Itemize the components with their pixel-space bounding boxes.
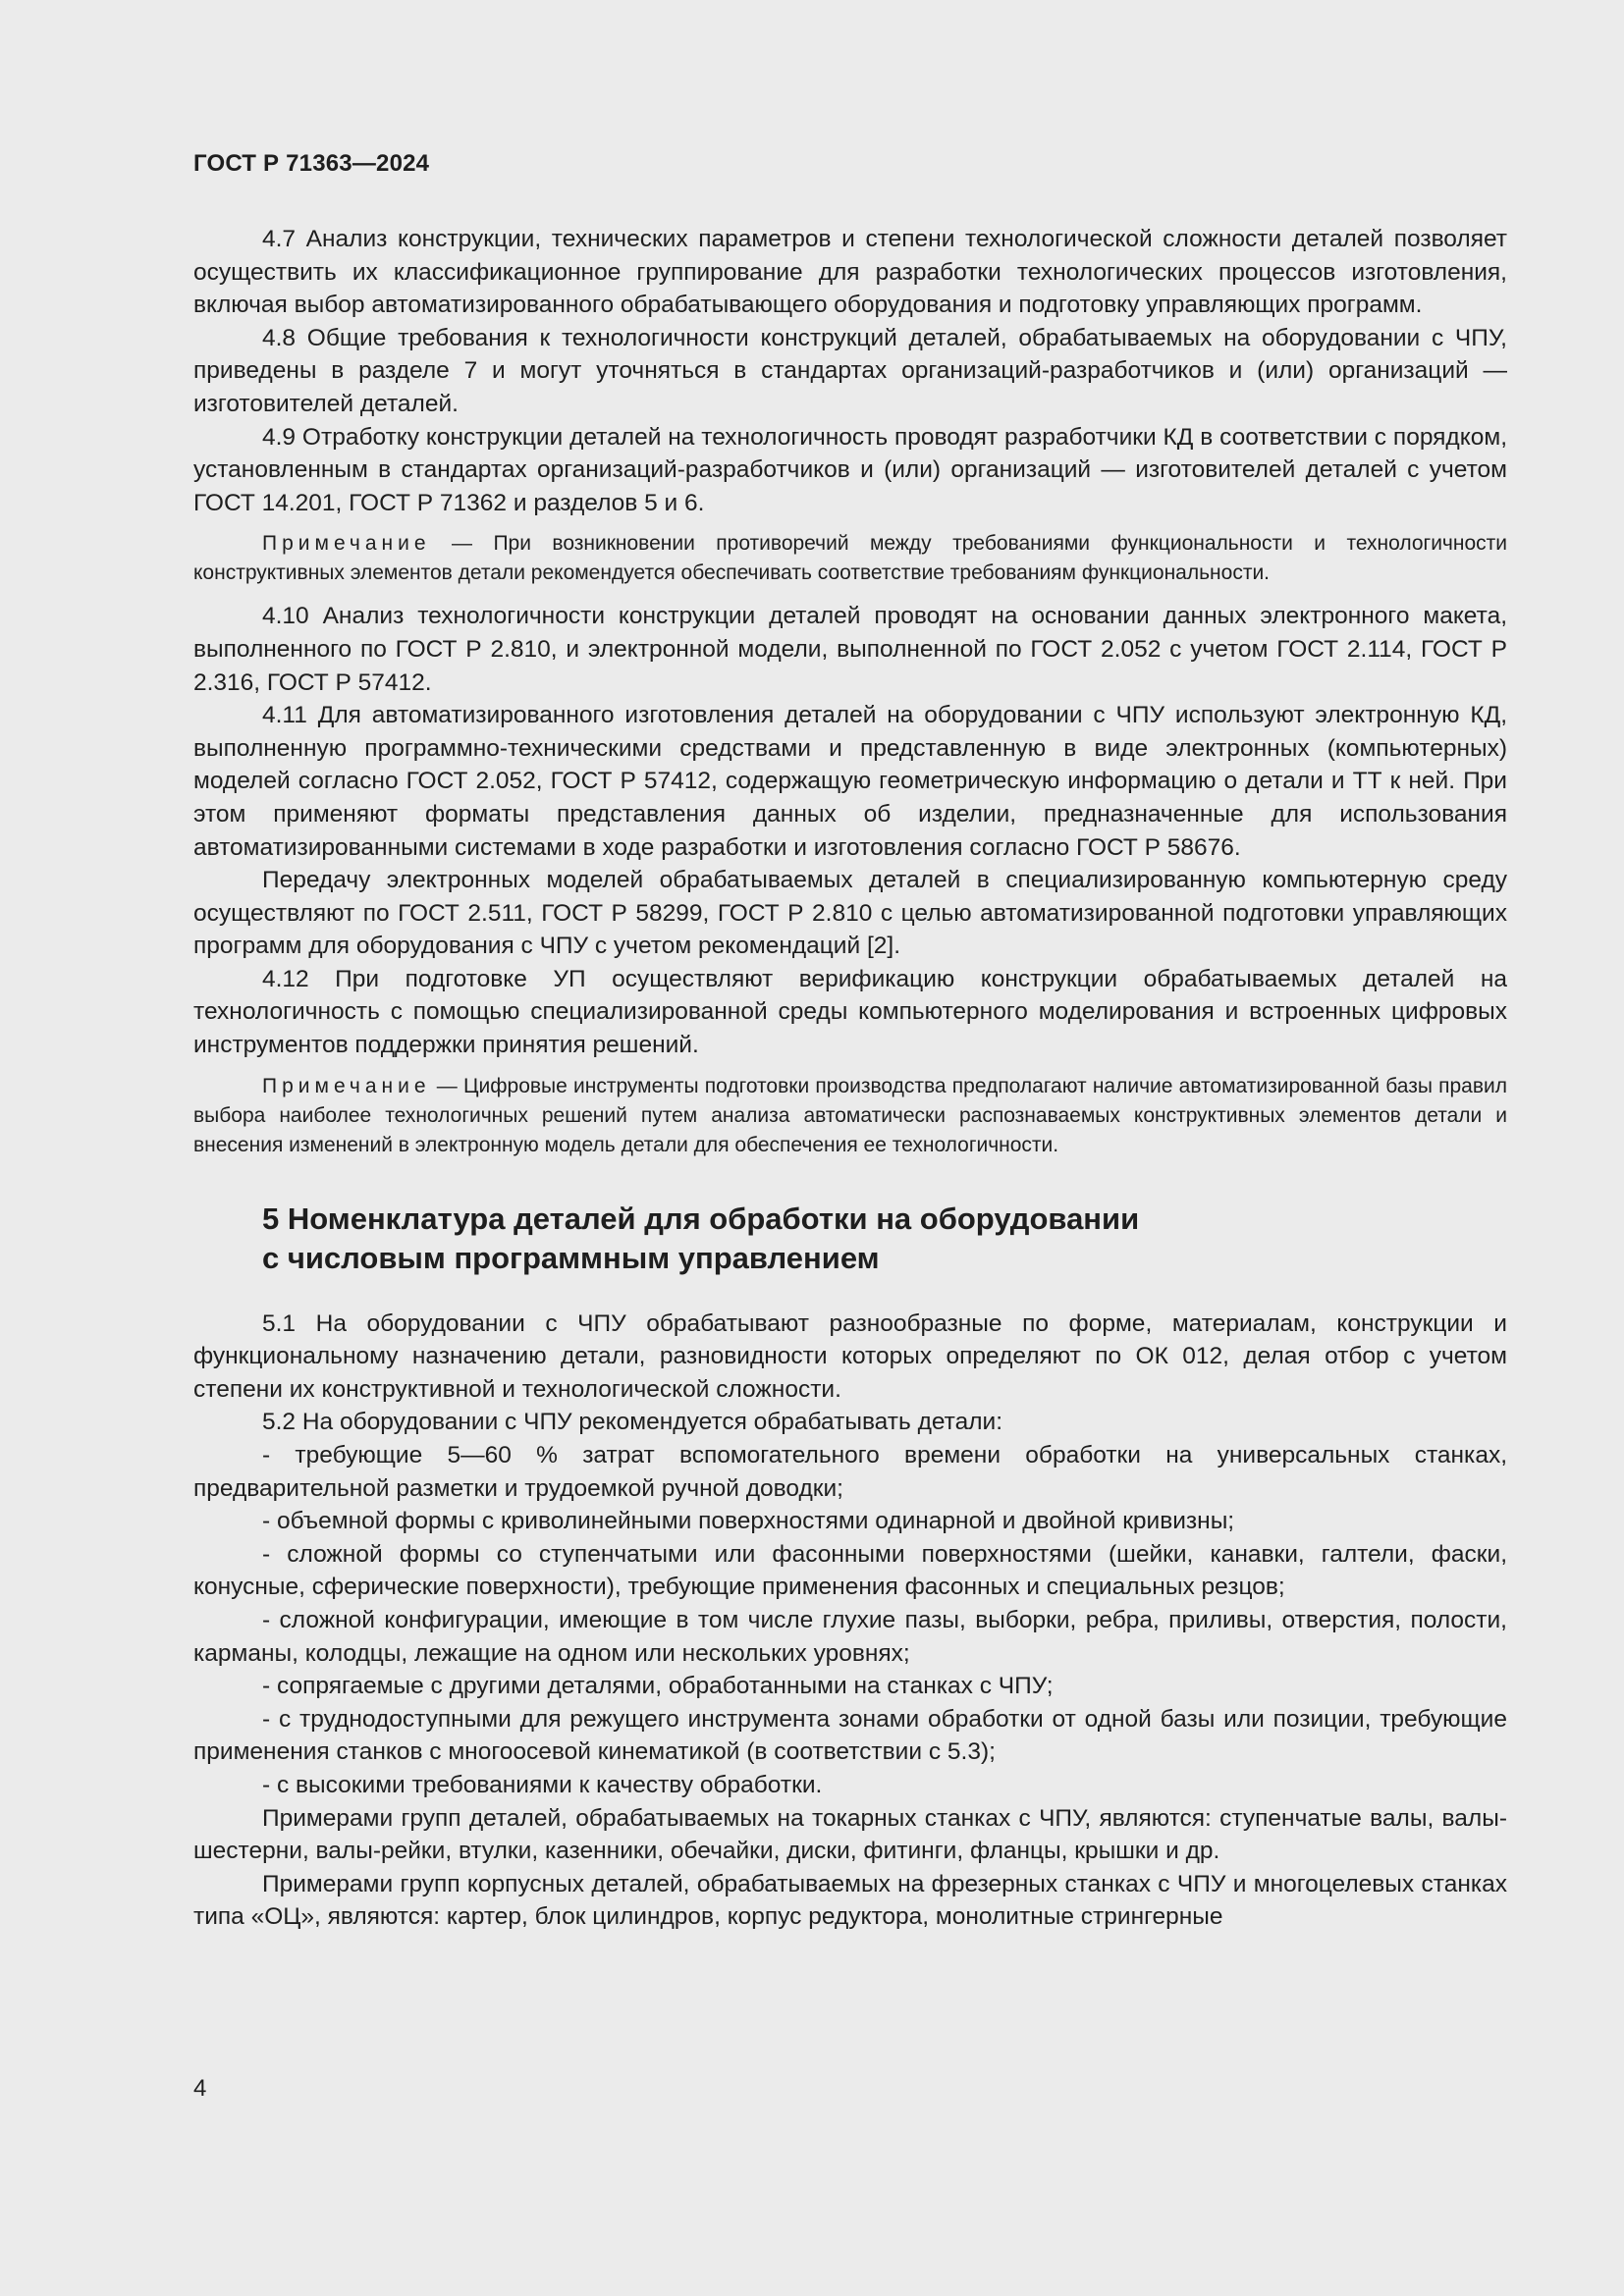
note-1-label: Примечание (262, 532, 431, 556)
page-number: 4 (193, 2075, 207, 2102)
note-2 (193, 1072, 1507, 1160)
section-5-title-line2: с числовым программным управлением (262, 1240, 880, 1275)
note-1-text: — При возникновении противоречий между требованиями функциональности и технологичности конструктивных элементов детали рекомендуется обеспечивать соответствие требованиям функциональности. (193, 532, 1507, 585)
list-item: - с высокими требованиями к качеству обработки. (262, 1771, 823, 1798)
list-item: - с труднодоступными для режущего инструмента зонами обработки от одной базы или позиции, требующие применения станков с многоосевой кинематикой (в соответствии с 5.3); (193, 1705, 1507, 1766)
note-2-label: Примечание (262, 1074, 431, 1097)
paragraph-4-9: 4.9 Отработку конструкции деталей на технологичность проводят разработчики КД в соответствии с порядком, установленным в стандартах организаций-разработчиков и (или) организаций — изготовителей деталей с учетом ГОСТ 14.201, ГОСТ Р 71362 и разделов 5 и 6. (193, 423, 1507, 516)
list-item: - требующие 5—60 % затрат вспомогательного времени обработки на универсальных станках, предварительной разметки и трудоемкой ручной доводки; (193, 1442, 1507, 1502)
note-1 (193, 529, 1507, 588)
paragraph-4-7: 4.7 Анализ конструкции, технических параметров и степени технологической сложности деталей позволяет осуществить их классификационное группирование для разработки технологических процессов изготовления, включая выбор автоматизированного обрабатывающего оборудования и подготовку управляющих программ. (193, 226, 1507, 319)
list-item: - сложной конфигурации, имеющие в том числе глухие пазы, выборки, ребра, приливы, отверстия, полости, карманы, колодцы, лежащие на одном или нескольких уровнях; (193, 1607, 1507, 1667)
list-item: - объемной формы с криволинейными поверхностями одинарной и двойной кривизны; (262, 1508, 1235, 1535)
paragraph-4-11: 4.11 Для автоматизированного изготовления деталей на оборудовании с ЧПУ используют электронную КД, выполненную программно-техническими средствами и представленную в виде электронных (компьютерных) моделей согласно ГОСТ 2.052, ГОСТ Р 57412, содержащую геометрическую информацию о детали и ТТ к ней. При этом применяют форматы представления данных об изделии, предназначенные для использования автоматизированными системами в ходе разработки и изготовления согласно ГОСТ Р 58676. (193, 702, 1507, 861)
paragraph-4-12: 4.12 При подготовке УП осуществляют верификацию конструкции обрабатываемых деталей на технологичность с помощью специализированной среды компьютерного моделирования и встроенных цифровых инструментов поддержки принятия решений. (193, 965, 1507, 1059)
paragraph-5-1: 5.1 На оборудовании с ЧПУ обрабатывают разнообразные по форме, материалам, конструкции и функциональному назначению детали, разновидности которых определяют по ОК 012, делая отбор с учетом степени их конструктивной и технологической сложности. (193, 1309, 1507, 1403)
section-5-title-line1: 5 Номенклатура деталей для обработки на оборудовании (262, 1201, 1140, 1236)
paragraph-milling-examples: Примерами групп корпусных деталей, обрабатываемых на фрезерных станках с ЧПУ и многоцелевых станках типа «ОЦ», являются: картер, блок цилиндров, корпус редуктора, монолитные стрингерные (193, 1870, 1507, 1931)
document-body (193, 223, 1507, 1934)
section-5-title (262, 1200, 1507, 1278)
paragraph-5-2: 5.2 На оборудовании с ЧПУ рекомендуется обрабатывать детали: (262, 1409, 1003, 1436)
paragraph-4-11-cont: Передачу электронных моделей обрабатываемых деталей в специализированную компьютерную среду осуществляют по ГОСТ 2.511, ГОСТ Р 58299, ГОСТ Р 2.810 с целью автоматизированной подготовки управляющих программ для оборудования с ЧПУ с учетом рекомендаций [2]. (193, 867, 1507, 960)
note-2-text: — Цифровые инструменты подготовки производства предполагают наличие автоматизированной базы правил выбора наиболее технологичных решений путем анализа автоматически распознаваемых конструктивных элементов детали и внесения изменений в электронную модель детали для обеспечения ее технологичности. (193, 1074, 1507, 1156)
list-item: - сопрягаемые с другими деталями, обработанными на станках с ЧПУ; (262, 1673, 1054, 1700)
list-item: - сложной формы со ступенчатыми или фасонными поверхностями (шейки, канавки, галтели, фаски, конусные, сферические поверхности), требующие применения фасонных и специальных резцов; (193, 1540, 1507, 1601)
paragraph-4-8: 4.8 Общие требования к технологичности конструкций деталей, обрабатываемых на оборудовании с ЧПУ, приведены в разделе 7 и могут уточняться в стандартах организаций-разработчиков и (или) организаций — изготовителей деталей. (193, 324, 1507, 417)
paragraph-4-10: 4.10 Анализ технологичности конструкции деталей проводят на основании данных электронного макета, выполненного по ГОСТ Р 2.810, и электронной модели, выполненной по ГОСТ 2.052 с учетом ГОСТ 2.114, ГОСТ Р 2.316, ГОСТ Р 57412. (193, 603, 1507, 696)
paragraph-lathe-examples: Примерами групп деталей, обрабатываемых на токарных станках с ЧПУ, являются: ступенчатые валы, валы-шестерни, валы-рейки, втулки, казенники, обечайки, диски, фитинги, фланцы, крышки и др. (193, 1804, 1507, 1865)
document-header: ГОСТ Р 71363—2024 (193, 150, 430, 177)
